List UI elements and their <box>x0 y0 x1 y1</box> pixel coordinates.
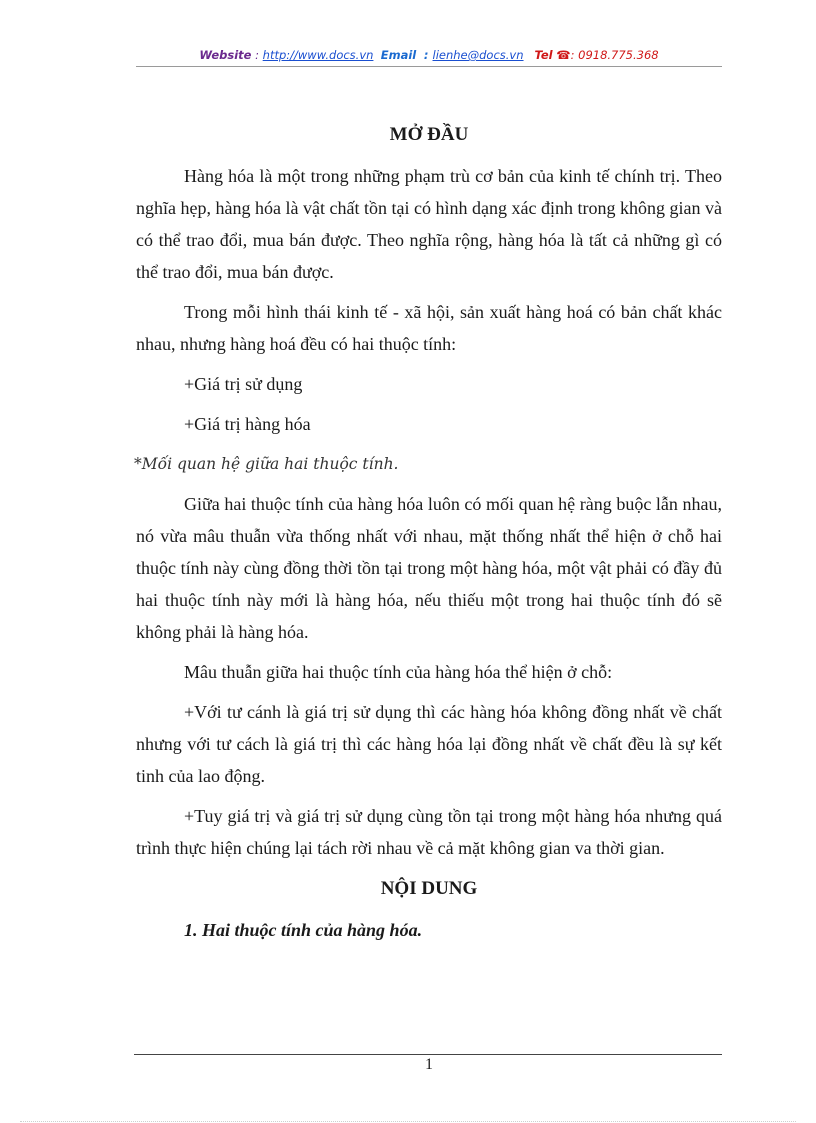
paragraph: Giữa hai thuộc tính của hàng hóa luôn có mối quan hệ ràng buộc lẫn nhau, nó vừa mâu thuẫn vừa thống nhất với nhau, mặt thống nhất thể hiện ở chỗ hai thuộc tính này cùng đồng thời tồn tại trong một hàng hóa, một vật phải có đầy đủ hai thuộc tính này mới là hàng hóa, nếu thiếu một trong hai thuộc tính đó sẽ không phải là hàng hóa. <box>136 494 722 642</box>
page-header <box>136 48 722 62</box>
tel-separator: : <box>570 48 579 62</box>
title-mo-dau: MỞ ĐẦU <box>389 124 469 145</box>
footer-divider <box>134 1054 722 1055</box>
section-title-noi-dung: NỘI DUNG <box>380 878 478 899</box>
paragraph: Mâu thuẫn giữa hai thuộc tính của hàng hóa thể hiện ở chỗ: <box>184 662 613 682</box>
phone-icon: ☎ <box>556 48 571 62</box>
page-edge-divider <box>20 1121 796 1122</box>
email-label: Email <box>380 48 417 62</box>
tel-label: Tel <box>534 48 553 62</box>
website-link[interactable]: http://www.docs.vn <box>262 48 374 62</box>
tel-number: 0918.775.368 <box>578 48 659 62</box>
paragraph: Trong mỗi hình thái kinh tế - xã hội, sản xuất hàng hoá có bản chất khác nhau, nhưng hàng hoá đều có hai thuộc tính: <box>136 302 722 354</box>
header-divider <box>136 66 722 67</box>
subsection-title: 1. Hai thuộc tính của hàng hóa. <box>184 920 423 940</box>
email-separator: : <box>419 48 433 62</box>
website-separator: : <box>251 48 263 62</box>
website-label: Website <box>199 48 252 62</box>
paragraph: Hàng hóa là một trong những phạm trù cơ bản của kinh tế chính trị. Theo nghĩa hẹp, hàng hóa là vật chất tồn tại có hình dạng xác định trong không gian và có thể trao đổi, mua bán được. Theo nghĩa rộng, hàng hóa là tất cả những gì có thể trao đổi, mua bán được. <box>136 166 722 282</box>
list-item: +Giá trị sử dụng <box>184 374 303 394</box>
note-heading: *Mối quan hệ giữa hai thuộc tính. <box>134 455 399 473</box>
paragraph: +Tuy giá trị và giá trị sử dụng cùng tồn tại trong một hàng hóa nhưng quá trình thực hiện chúng lại tách rời nhau về cả mặt không gian va thời gian. <box>136 806 722 858</box>
email-link[interactable]: lienhe@docs.vn <box>432 48 524 62</box>
document-body <box>136 118 722 946</box>
list-item: +Giá trị hàng hóa <box>184 414 311 434</box>
page-number: 1 <box>425 1056 433 1073</box>
paragraph: +Với tư cánh là giá trị sử dụng thì các hàng hóa không đồng nhất về chất nhưng với tư cách là giá trị thì các hàng hóa lại đồng nhất về chất đều là sự kết tinh của lao động. <box>136 702 722 786</box>
